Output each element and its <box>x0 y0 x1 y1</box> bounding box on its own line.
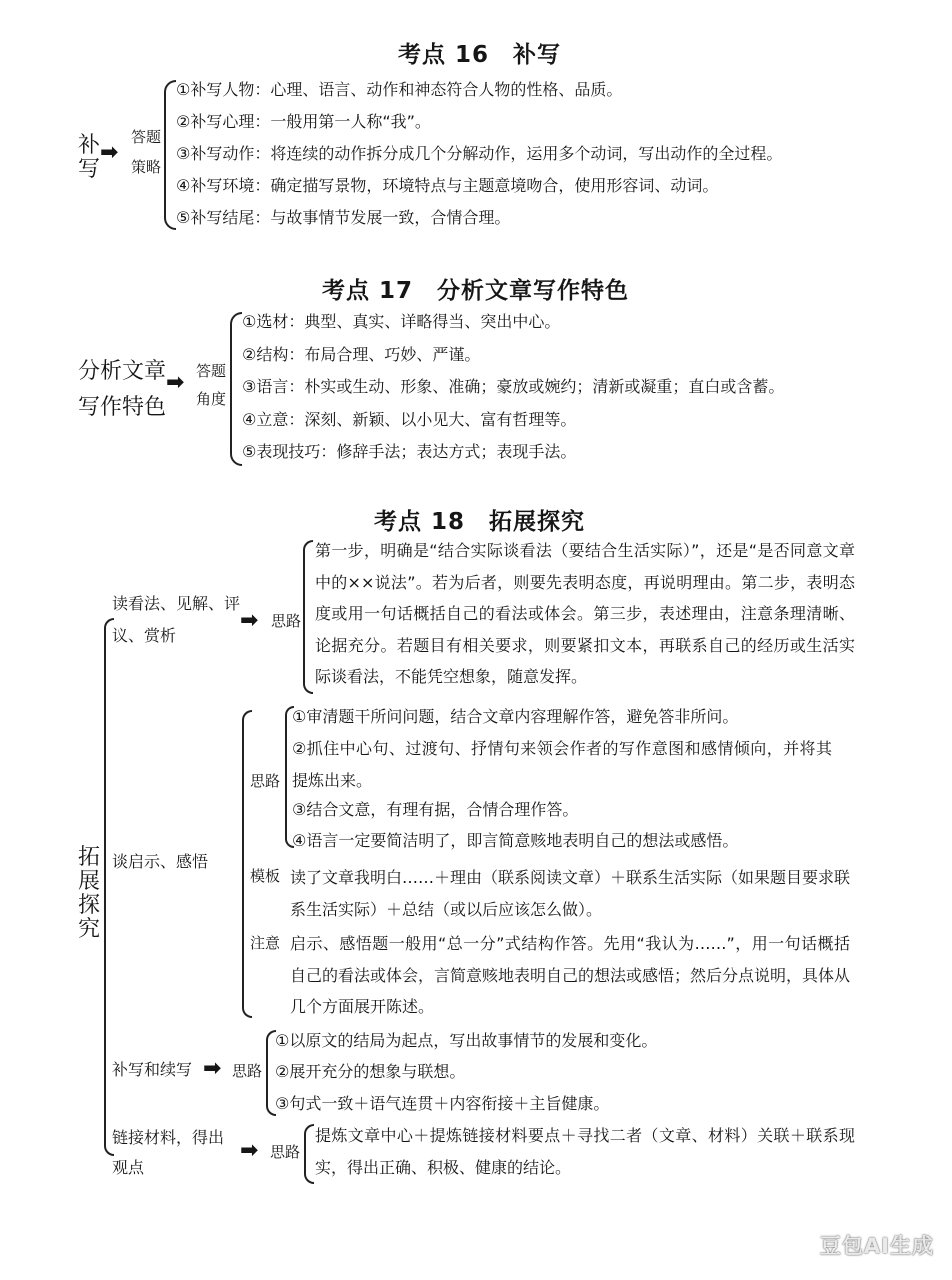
arrow-icon: ➡ <box>203 1056 222 1081</box>
s16-root-1: 补 <box>78 133 101 158</box>
b4-label-1: 链接材料，得出 <box>112 1128 225 1147</box>
b2-item-3: ③结合文意，有理有据，合情合理作答。 <box>292 800 579 819</box>
b1-text: 第一步，明确是“结合实际谈看法（要结合生活实际）”，还是“是否同意文章中的××说法”。若为后者，则要先表明态度，再说明理由。第二步，表明态度或用一句话概括自己的看法或体会。第三步，表述理由，注意条理清晰、论据充分。若题目有相关要求，则要紧扣文本，再联系自己的经历或生活实际谈看法，不能凭空想象，随意发挥。 <box>315 541 855 686</box>
s17-item-1: ①选材：典型、真实、详略得当、突出中心。 <box>242 312 561 331</box>
b4-brace <box>304 1124 314 1184</box>
b1-label-2: 议、赏析 <box>112 626 177 645</box>
s16-label-1: 答题 <box>131 128 162 146</box>
arrow-icon: ➡ <box>166 370 185 395</box>
s16-item-5: ⑤补写结尾：与故事情节发展一致，合情合理。 <box>176 208 511 227</box>
s17-brace <box>230 312 242 466</box>
b2-sublabel: 思路 <box>250 772 281 790</box>
s16-brace <box>164 80 176 230</box>
b2-label: 谈启示、感悟 <box>112 852 209 871</box>
b4-label-2: 观点 <box>112 1158 145 1177</box>
b2-model-label: 模板 <box>250 867 281 885</box>
s16-item-4: ④补写环境：确定描写景物，环境特点与主题意境吻合，使用形容词、动词。 <box>176 176 719 195</box>
b2-brace <box>242 710 252 1018</box>
b3-item-3: ③句式一致＋语气连贯＋内容衔接＋主旨健康。 <box>275 1094 610 1113</box>
b1-sublabel: 思路 <box>271 612 302 630</box>
b2-note-text: 启示、感悟题一般用“总一分”式结构作答。先用“我认为……”，用一句话概括自己的看法或体会，言简意赅地表明自己的想法或感悟；然后分点说明，具体从几个方面展开陈述。 <box>290 934 851 1016</box>
b1-label-1: 读看法、见解、评 <box>112 594 241 613</box>
s17-item-2: ②结构：布局合理、巧妙、严谨。 <box>242 345 481 364</box>
b2-model-text: 读了文章我明白……＋理由（联系阅读文章）＋联系生活实际（如果题目要求联系生活实际）＋总结（或以后应该怎么做）。 <box>290 868 851 919</box>
s17-item-4: ④立意：深刻、新颖、以小见大、富有哲理等。 <box>242 410 577 429</box>
s16-item-1: ①补写人物：心理、语言、动作和神态符合人物的性格、品质。 <box>176 80 623 99</box>
s16-item-3: ③补写动作：将连续的动作拆分成几个分解动作，运用多个动词，写出动作的全过程。 <box>176 144 783 163</box>
s18-root-3: 探 <box>78 893 101 918</box>
s18-root-4: 究 <box>78 917 101 942</box>
s16-root-2: 写 <box>78 157 101 182</box>
section-17-title: 考点 17 分析文章写作特色 <box>322 278 630 304</box>
b2-item-2: ②抓住中心句、过渡句、抒情句来领会作者的写作意图和感情倾向，并将其提炼出来。 <box>292 739 832 790</box>
section-18-title: 考点 18 拓展探究 <box>374 509 586 535</box>
s17-root-2: 写作特色 <box>78 395 167 420</box>
s17-label-2: 角度 <box>196 390 227 408</box>
arrow-icon: ➡ <box>240 608 259 633</box>
b4-text: 提炼文章中心＋提炼链接材料要点＋寻找二者（文章、材料）关联＋联系现实，得出正确、积极、健康的结论。 <box>315 1126 855 1177</box>
s18-root-2: 展 <box>78 869 101 894</box>
b3-sublabel: 思路 <box>232 1062 263 1080</box>
watermark: 豆包AI生成 <box>819 1234 934 1258</box>
s17-root-1: 分析文章 <box>78 359 167 384</box>
b2-item-4: ④语言一定要简洁明了，即言简意赅地表明自己的想法或感悟。 <box>292 831 739 850</box>
arrow-icon: ➡ <box>240 1138 259 1163</box>
b1-brace <box>303 540 313 694</box>
s17-item-5: ⑤表现技巧：修辞手法；表达方式；表现手法。 <box>242 442 577 461</box>
b2-note-label: 注意 <box>250 934 281 952</box>
b3-item-2: ②展开充分的想象与联想。 <box>275 1062 466 1081</box>
b4-sublabel: 思路 <box>270 1143 301 1161</box>
b3-label: 补写和续写 <box>112 1060 193 1079</box>
s16-label-2: 策略 <box>131 158 162 176</box>
section-16-title: 考点 16 补写 <box>398 42 562 68</box>
s17-item-3: ③语言：朴实或生动、形象、准确；豪放或婉约；清新或凝重；直白或含蓄。 <box>242 377 785 396</box>
s16-item-2: ②补写心理：一般用第一人称“我”。 <box>176 112 431 131</box>
s18-root-1: 拓 <box>78 845 101 870</box>
b3-item-1: ①以原文的结局为起点，写出故事情节的发展和变化。 <box>275 1031 658 1050</box>
b2-item-1: ①审清题干所问问题，结合文章内容理解作答，避免答非所问。 <box>292 707 739 726</box>
s17-label-1: 答题 <box>196 362 227 380</box>
arrow-icon: ➡ <box>100 140 119 165</box>
